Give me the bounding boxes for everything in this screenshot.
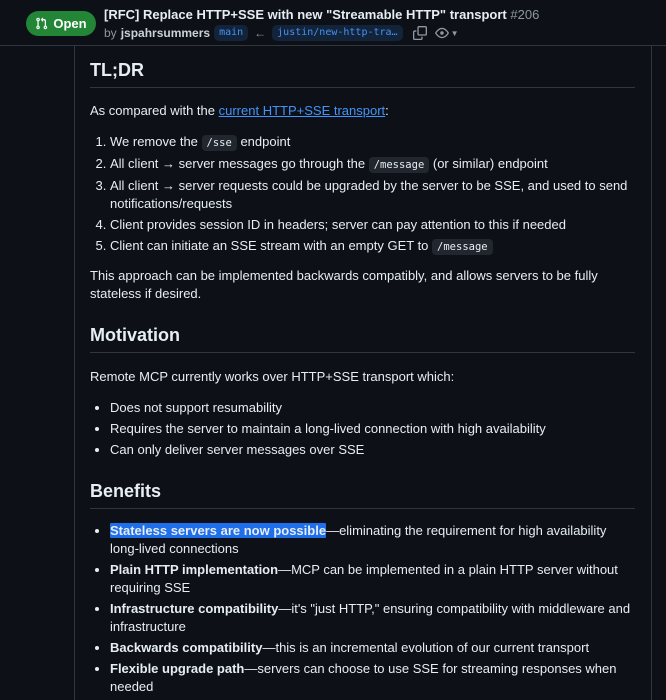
pr-meta xyxy=(104,25,459,41)
pr-state-badge xyxy=(26,11,96,36)
list-item xyxy=(110,660,635,696)
list-item-text: All client → server messages go through the xyxy=(110,156,369,171)
tldr-intro-colon: : xyxy=(385,103,389,118)
list-item xyxy=(110,522,635,558)
benefits-list xyxy=(90,522,635,696)
inline-code: /message xyxy=(432,239,493,255)
list-item-text: endpoint xyxy=(236,134,291,149)
list-item-bold: Infrastructure compatibility xyxy=(110,601,279,616)
list-item-text: —MCP can be implemented in a plain HTTP server without requiring SSE xyxy=(110,562,618,595)
pr-title[interactable] xyxy=(104,7,539,22)
list-item-text: —it's "just HTTP," ensuring compatibility with middleware and infrastructure xyxy=(110,601,631,634)
list-item xyxy=(110,561,635,597)
pr-description-body xyxy=(74,46,652,700)
motivation-heading: Motivation xyxy=(90,325,635,353)
list-item-text: (or similar) endpoint xyxy=(429,156,548,171)
list-item-bold: Flexible upgrade path xyxy=(110,661,245,676)
tldr-outro: This approach can be implemented backwards compatibly, and allows servers to be fully stateless if desired. xyxy=(90,268,598,301)
pr-title-text: [RFC] Replace HTTP+SSE with new "Streamable HTTP" transport xyxy=(104,7,507,22)
tldr-heading: TL;DR xyxy=(90,60,635,88)
list-item-text: —this is an incremental evolution of our current transport xyxy=(262,640,590,655)
list-item xyxy=(110,133,635,152)
motivation-list xyxy=(90,399,635,459)
list-item xyxy=(110,237,635,256)
list-item-bold: Backwards compatibility xyxy=(110,640,263,655)
head-branch[interactable]: justin/new-http-tra… xyxy=(272,25,402,41)
git-pull-request-icon xyxy=(35,17,48,30)
inline-code: /message xyxy=(369,157,430,173)
arrow-left-icon: ← xyxy=(254,26,267,40)
benefits-heading: Benefits xyxy=(90,481,635,509)
current-transport-link[interactable]: current HTTP+SSE transport xyxy=(218,103,386,118)
list-item xyxy=(110,600,635,636)
list-item: • Can only deliver server messages over SSE xyxy=(110,441,635,459)
tldr-intro-text: As compared with the xyxy=(90,103,219,118)
pr-number: #206 xyxy=(510,7,540,22)
pr-state-label: Open xyxy=(53,16,87,31)
pr-sticky-header xyxy=(0,0,666,46)
list-item-text: We remove the xyxy=(110,134,202,149)
list-item: • Requires the server to maintain a long-lived connection with high availability xyxy=(110,420,635,438)
list-item: 4. Client provides session ID in headers; server can pay attention to this if needed xyxy=(110,216,635,234)
author-link[interactable]: jspahrsummers xyxy=(120,26,211,40)
tldr-intro xyxy=(90,102,635,120)
by-label: by xyxy=(104,26,117,40)
list-item-text: —eliminating the requirement for high availability long-lived connections xyxy=(110,523,607,556)
copy-icon[interactable] xyxy=(413,26,427,40)
base-branch[interactable]: main xyxy=(214,25,248,41)
list-item-bold: Plain HTTP implementation xyxy=(110,562,279,577)
list-item-text: Client can initiate an SSE stream with an empty GET to xyxy=(110,238,433,253)
list-item: • Does not support resumability xyxy=(110,399,635,417)
list-item xyxy=(110,639,635,657)
motivation-intro: Remote MCP currently works over HTTP+SSE transport which: xyxy=(90,369,455,384)
tldr-list xyxy=(90,133,635,256)
list-item-text: —servers can choose to use SSE for streaming responses when needed xyxy=(110,661,617,694)
chevron-down-icon[interactable]: ▼ xyxy=(450,28,459,38)
list-item: 3. All client → server requests could be upgraded by the server to be SSE, and used to send notifications/requests xyxy=(110,177,635,213)
list-item xyxy=(110,155,635,174)
inline-code: /sse xyxy=(202,135,237,151)
eye-icon[interactable] xyxy=(435,26,449,40)
selected-bold-text[interactable]: Stateless servers are now possible xyxy=(110,523,327,538)
